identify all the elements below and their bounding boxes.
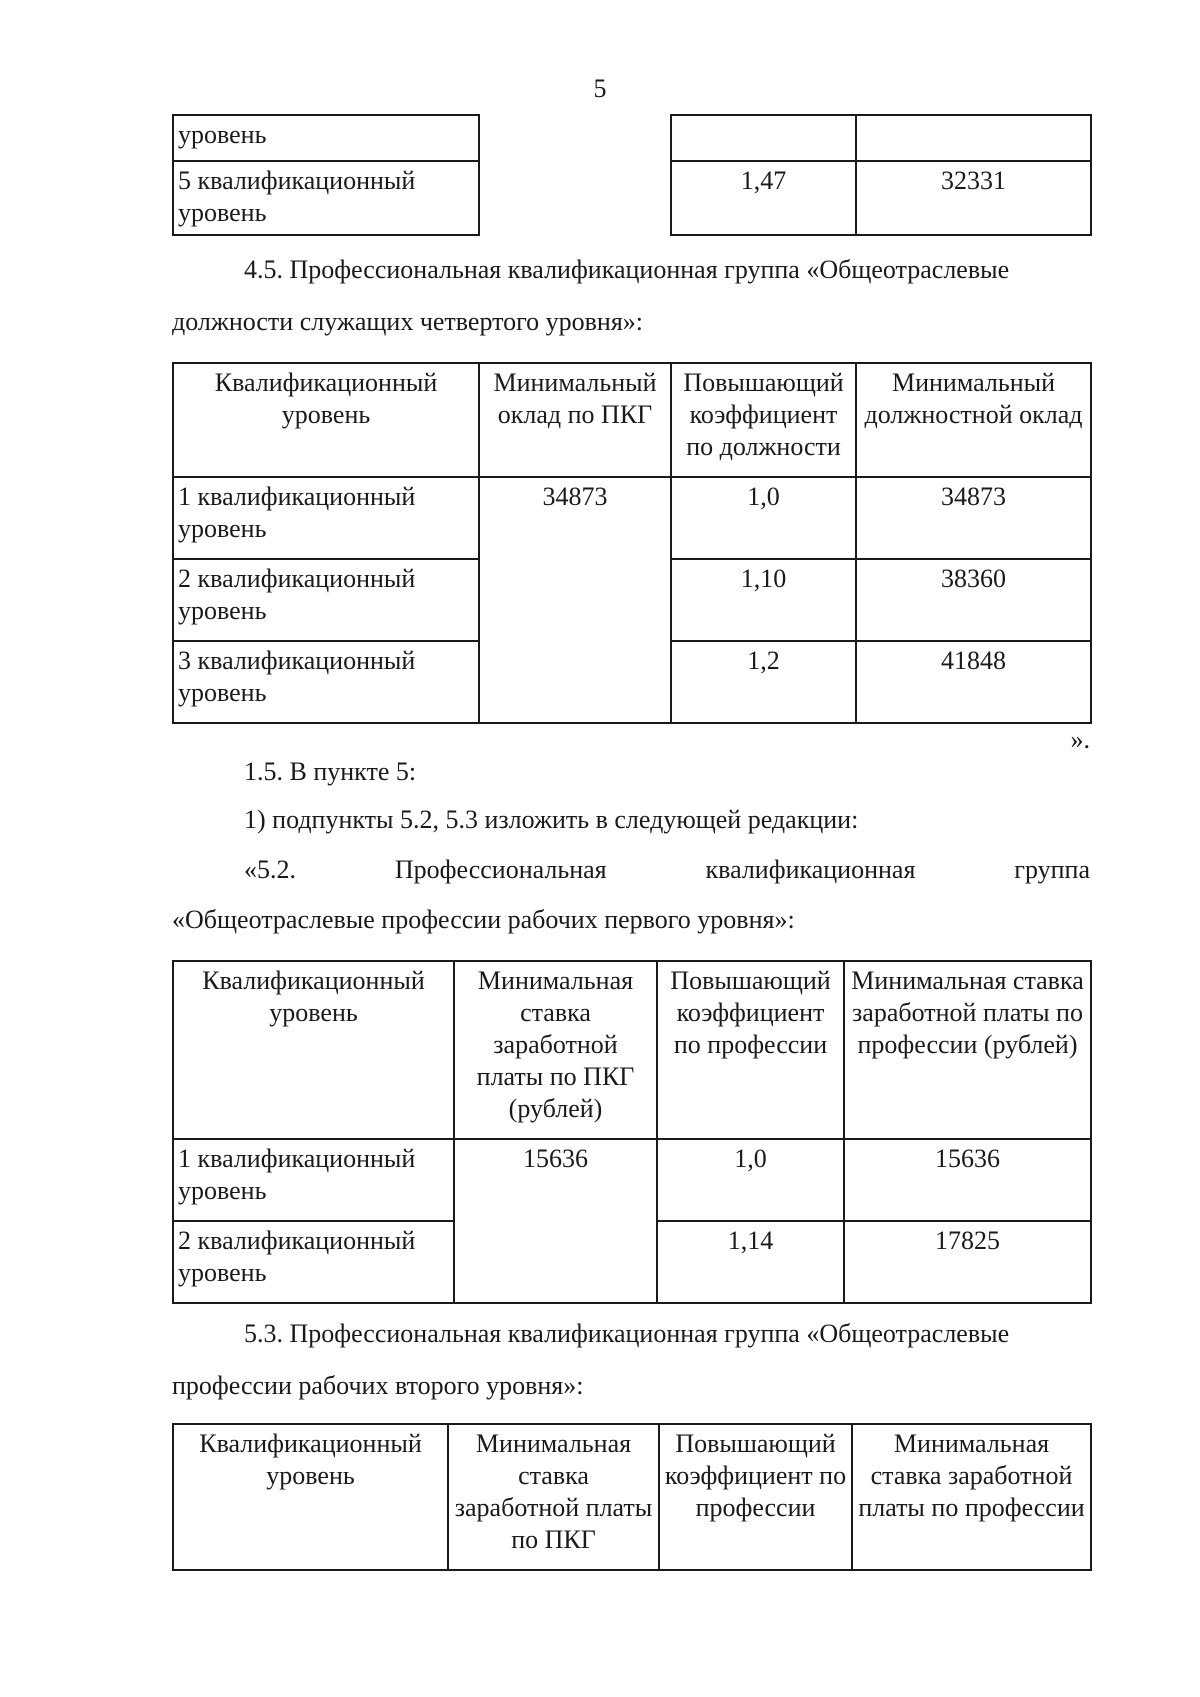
table-header: Минимальная ставка заработной платы по профессии (рублей) — [844, 961, 1091, 1139]
table-cell: 38360 — [856, 559, 1091, 641]
page-number: 5 — [593, 74, 607, 103]
paragraph-4-5-line2: должности служащих четвертого уровня»: — [172, 307, 644, 336]
table-header: Повышающий коэффициент по профессии — [659, 1424, 852, 1570]
table-cell — [479, 115, 671, 161]
table-header-row — [173, 363, 1091, 477]
table-cell: 1,14 — [657, 1221, 844, 1303]
table-header: Квалификационный уровень — [173, 961, 454, 1139]
table-5-2 — [172, 960, 1092, 1304]
table-row — [173, 1139, 1091, 1221]
table-header: Повышающий коэффициент по должности — [671, 363, 856, 477]
table-header: Квалификационный уровень — [173, 1424, 448, 1570]
paragraph-5-3-line2: профессии рабочих второго уровня»: — [172, 1371, 584, 1400]
table-cell: 1,10 — [671, 559, 856, 641]
paragraph-5-3-line1: 5.3. Профессиональная квалификационная группа «Общеотраслевые — [244, 1319, 1010, 1348]
table-header: Минимальный должностной оклад — [856, 363, 1091, 477]
table-5-3 — [172, 1423, 1092, 1571]
table-top-continuation — [172, 114, 1092, 236]
table-cell-base-rate: 15636 — [454, 1139, 657, 1303]
table-cell — [671, 115, 856, 161]
table-cell — [856, 115, 1091, 161]
table-header: Минимальная ставка заработной платы по ПКГ — [448, 1424, 659, 1570]
table-row — [173, 477, 1091, 559]
table-cell: 2 квалификационный уровень — [173, 1221, 454, 1303]
table-row — [173, 115, 1091, 161]
table-cell: 32331 — [856, 161, 1091, 235]
table-header-row — [173, 1424, 1091, 1570]
paragraph-1-5: 1.5. В пункте 5: — [244, 757, 417, 786]
paragraph-5-2-line1: «5.2. Профессиональная квалификационная группа — [244, 855, 1090, 884]
table-cell: 34873 — [856, 477, 1091, 559]
table-header: Квалификационный уровень — [173, 363, 479, 477]
table-header: Повышающий коэффициент по профессии — [657, 961, 844, 1139]
table-cell: 1 квалификационный уровень — [173, 477, 479, 559]
table-cell: 1 квалификационный уровень — [173, 1139, 454, 1221]
table-cell: 15636 — [844, 1139, 1091, 1221]
paragraph-5-2-line2: «Общеотраслевые профессии рабочих первого уровня»: — [172, 905, 795, 934]
table-cell: 3 квалификационный уровень — [173, 641, 479, 723]
table-cell: 5 квалификационный уровень — [173, 161, 479, 235]
table-4-5 — [172, 362, 1092, 724]
table-row — [173, 161, 1091, 235]
paragraph-4-5-line1: 4.5. Профессиональная квалификационная группа «Общеотраслевые — [244, 255, 1010, 284]
table-header: Минимальная ставка заработной платы по ПКГ (рублей) — [454, 961, 657, 1139]
table-cell: 1,47 — [671, 161, 856, 235]
table-cell — [479, 161, 671, 235]
table-header: Минимальный оклад по ПКГ — [479, 363, 671, 477]
paragraph-subitem: 1) подпункты 5.2, 5.3 изложить в следующей редакции: — [244, 805, 859, 834]
table-cell: 1,0 — [671, 477, 856, 559]
table-header-row — [173, 961, 1091, 1139]
table-header: Минимальная ставка заработной платы по профессии — [852, 1424, 1091, 1570]
table-cell: 41848 — [856, 641, 1091, 723]
table-cell-base-salary: 34873 — [479, 477, 671, 723]
table-cell: 1,0 — [657, 1139, 844, 1221]
closing-quote: ». — [1070, 725, 1090, 754]
table-cell: 2 квалификационный уровень — [173, 559, 479, 641]
table-cell: 17825 — [844, 1221, 1091, 1303]
table-cell: уровень — [173, 115, 479, 161]
table-cell: 1,2 — [671, 641, 856, 723]
